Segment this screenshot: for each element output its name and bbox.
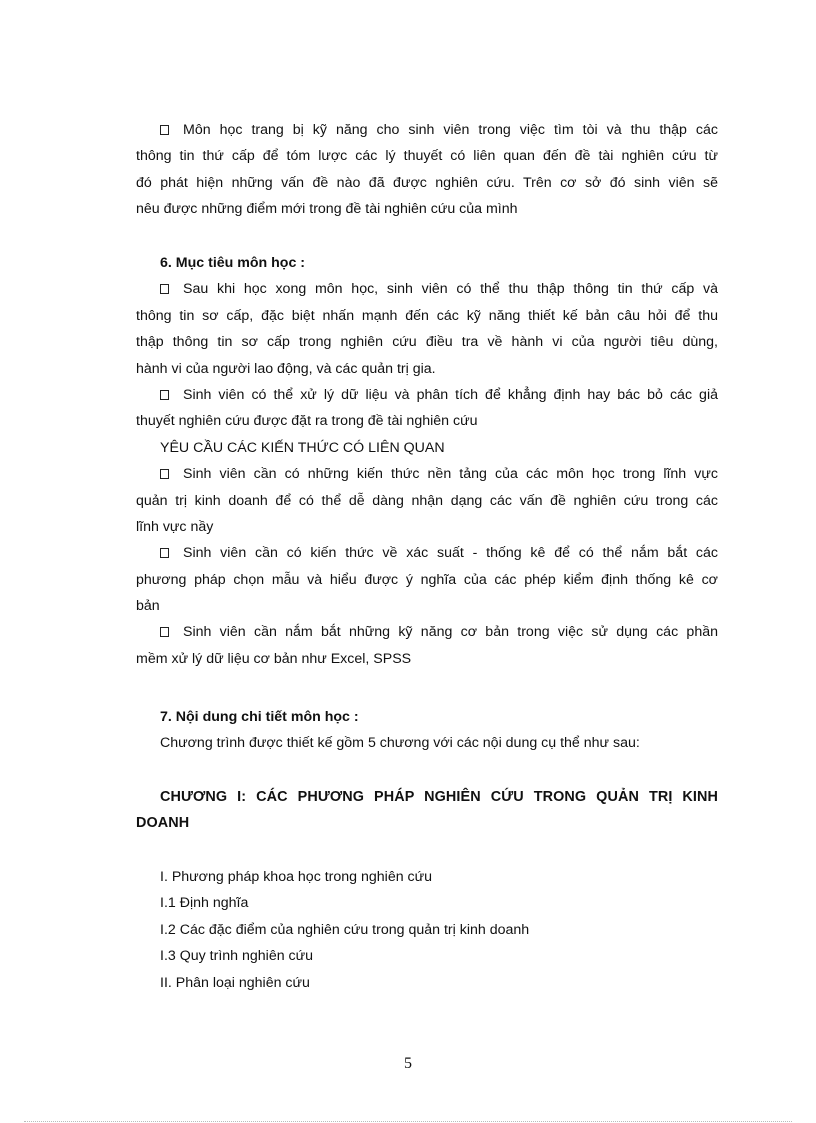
bullet-line: hành vi của người lao động, và các quản trị gia.: [136, 360, 436, 377]
paragraph-line: Môn học trang bị kỹ năng cho sinh viên trong việc tìm tòi và thu thập các: [136, 117, 718, 143]
chapter-title-line: CHƯƠNG I: CÁC PHƯƠNG PHÁP NGHIÊN CỨU TRONG QUẢN TRỊ KINH: [160, 789, 718, 805]
page-number: 5: [404, 1055, 412, 1072]
bullet-line: quản trị kinh doanh để có thể dễ dàng nhận dạng các vấn đề nghiên cứu trong các: [136, 492, 718, 509]
intro-paragraph: [136, 117, 718, 223]
checkbox-bullet-icon: [160, 469, 169, 479]
bullet-line: Sinh viên cần có những kiến thức nền tảng của các môn học trong lĩnh vực: [136, 461, 718, 487]
bullet-line: bản: [136, 598, 160, 615]
chapter-outline: [136, 864, 718, 996]
bullet-line: thập thông tin sơ cấp trong nghiên cứu điều tra về hành vi của người tiêu dùng,: [136, 334, 718, 351]
checkbox-bullet-icon: [160, 390, 169, 400]
section-heading: 7. Nội dung chi tiết môn học :: [160, 709, 359, 725]
section-intro: Chương trình được thiết kế gồm 5 chương với các nội dung cụ thể như sau:: [160, 735, 640, 752]
outline-item: II. Phân loại nghiên cứu: [160, 974, 310, 991]
bullet-line: phương pháp chọn mẫu và hiểu được ý nghĩa của các phép kiểm định thống kê cơ: [136, 571, 718, 588]
section-6: [136, 250, 718, 672]
chapter-title: [136, 784, 718, 837]
bullet-line: Sinh viên cần có kiến thức về xác suất - thống kê để có thể nắm bắt các: [136, 540, 718, 566]
checkbox-bullet-icon: [160, 284, 169, 294]
bullet-line: lĩnh vực nầy: [136, 518, 214, 535]
chapter-title-line: DOANH: [136, 815, 190, 832]
bullet-line: Sinh viên có thể xử lý dữ liệu và phân tích để khẳng định hay bác bỏ các giả: [136, 382, 718, 408]
page-bottom-divider: [24, 1121, 792, 1122]
bullet-line: thuyết nghiên cứu được đặt ra trong đề tài nghiên cứu: [136, 413, 478, 430]
outline-item: I. Phương pháp khoa học trong nghiên cứu: [160, 869, 433, 885]
bullet-line: Sinh viên cần nắm bắt những kỹ năng cơ bản trong việc sử dụng các phần: [136, 619, 718, 645]
paragraph-line: đó phát hiện những vấn đề nào đã được nghiên cứu. Trên cơ sở đó sinh viên sẽ: [136, 174, 718, 191]
paragraph-line: nêu được những điểm mới trong đề tài nghiên cứu của mình: [136, 201, 518, 218]
bullet-line: Sau khi học xong môn học, sinh viên có thể thu thập thông tin thứ cấp và: [136, 276, 718, 302]
outline-item: I.1 Định nghĩa: [160, 895, 249, 912]
outline-item: I.2 Các đặc điểm của nghiên cứu trong quản trị kinh doanh: [160, 921, 530, 938]
requirements-title: YÊU CẦU CÁC KIẾN THỨC CÓ LIÊN QUAN: [160, 439, 445, 456]
bullet-line: mềm xử lý dữ liệu cơ bản như Excel, SPSS: [136, 650, 412, 667]
section-heading: 6. Mục tiêu môn học :: [160, 255, 306, 271]
bullet-line: thông tin sơ cấp, đặc biệt nhấn mạnh đến các kỹ năng thiết kế bản câu hỏi để thu: [136, 307, 718, 324]
paragraph-line: thông tin thứ cấp để tóm lược các lý thuyết có liên quan đến đề tài nghiên cứu từ: [136, 148, 718, 165]
checkbox-bullet-icon: [160, 125, 169, 135]
checkbox-bullet-icon: [160, 548, 169, 558]
outline-item: I.3 Quy trình nghiên cứu: [160, 948, 314, 965]
section-7: [136, 704, 718, 757]
checkbox-bullet-icon: [160, 627, 169, 637]
